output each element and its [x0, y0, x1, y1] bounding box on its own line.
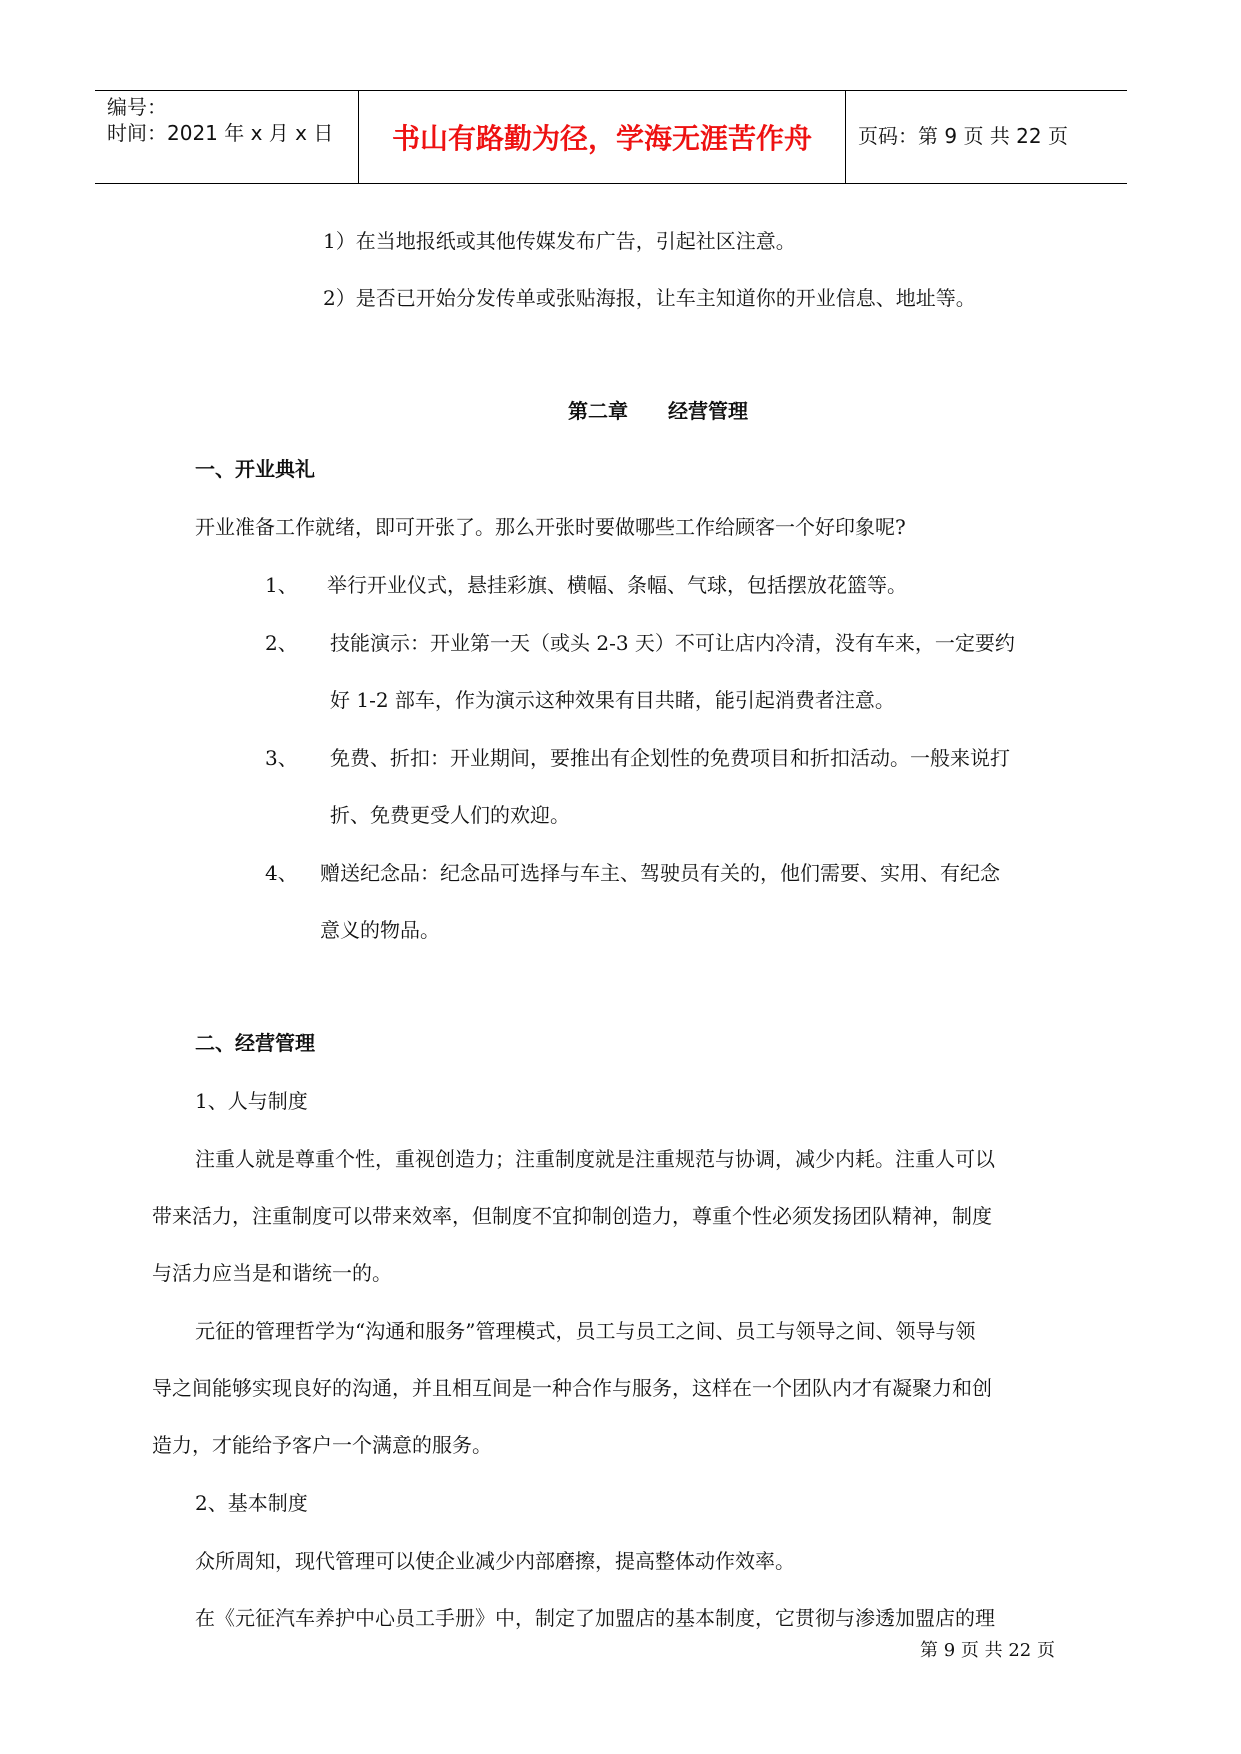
subheading: 1、人与制度 — [195, 1089, 308, 1113]
list-item-text: 免费、折扣：开业期间，要推出有企划性的免费项目和折扣活动。一般来说打 — [330, 746, 1010, 770]
list-item-number: 3、 — [265, 746, 298, 770]
paragraph-line: 与活力应当是和谐统一的。 — [152, 1261, 392, 1285]
page-info: 页码：第 9 页 共 22 页 — [858, 124, 1068, 148]
paragraph-line: 在《元征汽车养护中心员工手册》中，制定了加盟店的基本制度，它贯彻与渗透加盟店的理 — [195, 1606, 995, 1630]
header-page-cell — [846, 91, 1127, 183]
list-item-number: 1、 — [265, 573, 298, 597]
section1-heading: 一、开业典礼 — [195, 457, 315, 481]
header-motto-cell — [358, 91, 846, 183]
header-meta-cell — [95, 91, 358, 183]
paragraph-line: 元征的管理哲学为“沟通和服务”管理模式，员工与员工之间、员工与领导之间、领导与领 — [195, 1319, 976, 1343]
time-label: 时间：2021 年 x 月 x 日 — [107, 121, 334, 145]
list-item-text: 好 1-2 部车，作为演示这种效果有目共睹，能引起消费者注意。 — [330, 688, 895, 712]
paragraph-line: 注重人就是尊重个性，重视创造力；注重制度就是注重规范与协调，减少内耗。注重人可以 — [195, 1147, 995, 1171]
paragraph-line: 导之间能够实现良好的沟通，并且相互间是一种合作与服务，这样在一个团队内才有凝聚力和创 — [152, 1376, 992, 1400]
list-item-text: 技能演示：开业第一天（或头 2-3 天）不可让店内冷清，没有车来，一定要约 — [330, 631, 1015, 655]
motto-text: 书山有路勤为径，学海无涯苦作舟 — [391, 122, 812, 155]
page-footer: 第 9 页 共 22 页 — [920, 1640, 1055, 1661]
number-label: 编号： — [107, 95, 167, 119]
list-item-text: 赠送纪念品：纪念品可选择与车主、驾驶员有关的，他们需要、实用、有纪念 — [320, 861, 1000, 885]
subheading: 2、基本制度 — [195, 1491, 308, 1515]
intro-item: 2）是否已开始分发传单或张贴海报，让车主知道你的开业信息、地址等。 — [323, 286, 976, 310]
page-header — [95, 90, 1127, 184]
paragraph-line: 造力，才能给予客户一个满意的服务。 — [152, 1433, 492, 1457]
section2-heading: 二、经营管理 — [195, 1031, 315, 1055]
intro-item: 1）在当地报纸或其他传媒发布广告，引起社区注意。 — [323, 229, 796, 253]
list-item-text: 折、免费更受人们的欢迎。 — [330, 803, 570, 827]
list-item-text: 举行开业仪式，悬挂彩旗、横幅、条幅、气球，包括摆放花篮等。 — [327, 573, 907, 597]
list-item-number: 2、 — [265, 631, 298, 655]
paragraph-line: 带来活力，注重制度可以带来效率，但制度不宜抑制创造力，尊重个性必须发扬团队精神，制度 — [152, 1204, 992, 1228]
paragraph-line: 众所周知，现代管理可以使企业减少内部磨擦，提高整体动作效率。 — [195, 1549, 795, 1573]
chapter-title: 第二章 经营管理 — [568, 399, 748, 423]
list-item-number: 4、 — [265, 861, 298, 885]
list-item-text: 意义的物品。 — [320, 918, 440, 942]
section1-intro: 开业准备工作就绪，即可开张了。那么开张时要做哪些工作给顾客一个好印象呢? — [195, 515, 906, 539]
